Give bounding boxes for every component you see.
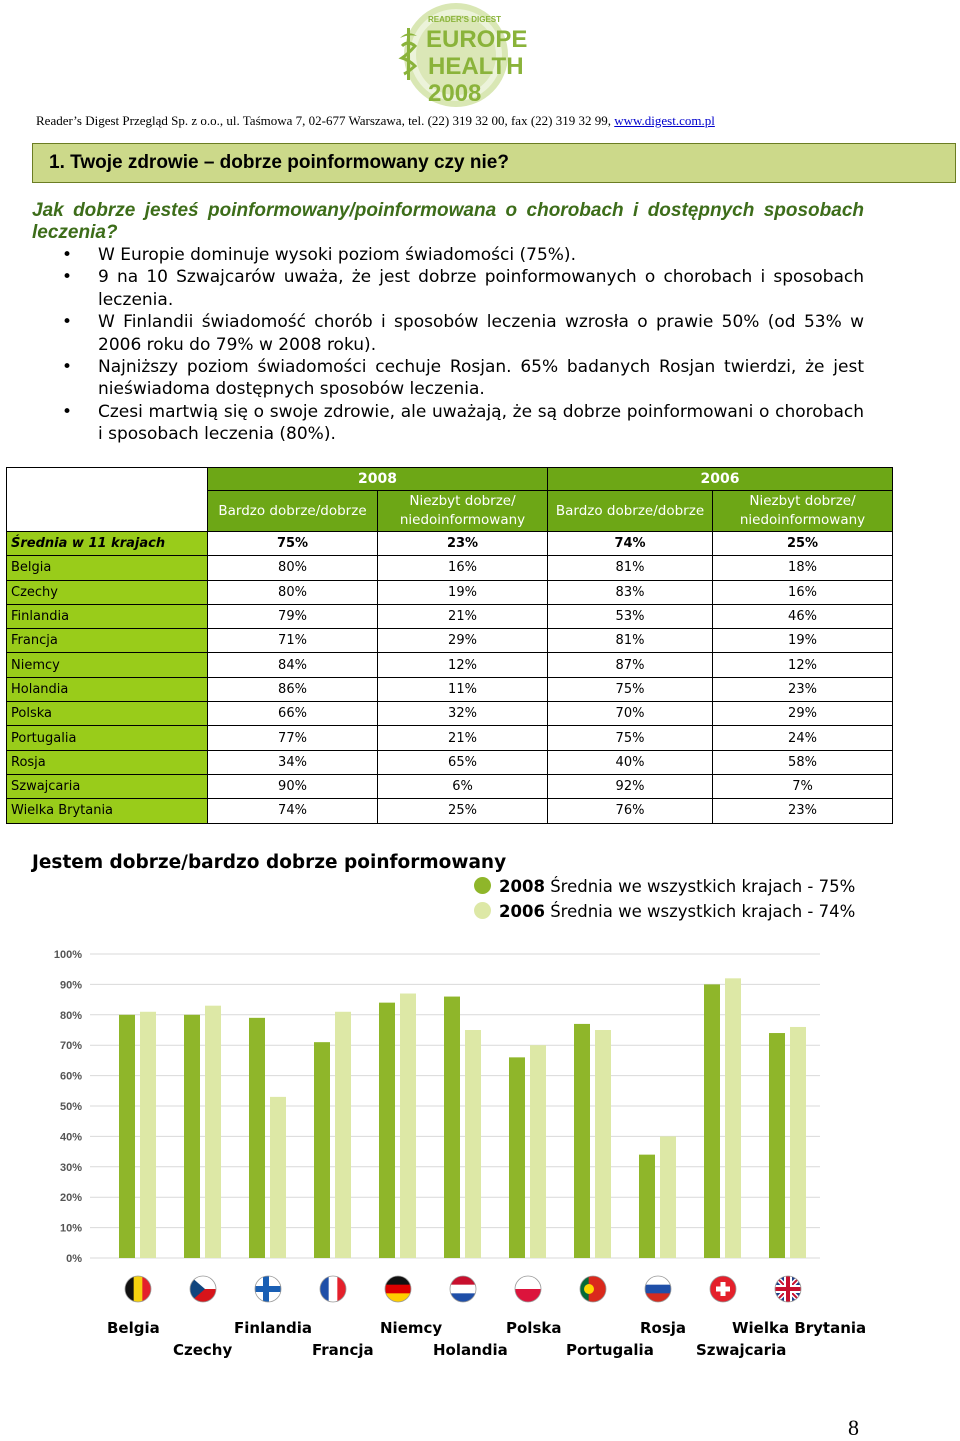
value-cell: 79% (208, 604, 378, 628)
chart-y-axis (54, 949, 82, 1265)
value-cell: 66% (208, 702, 378, 726)
value-cell: 23% (713, 799, 893, 823)
bar-2008-wielka-brytania (769, 1033, 785, 1258)
y-tick-label: 90% (59, 979, 82, 992)
chart-category-label: Portugalia (566, 1341, 654, 1359)
y-tick-label: 20% (59, 1192, 82, 1205)
bar-2006-portugalia (595, 1030, 611, 1258)
chart-category-label: Belgia (107, 1319, 160, 1337)
y-tick-label: 0% (66, 1253, 82, 1265)
legend-item-2006 (499, 902, 855, 921)
year-header-2008: 2008 (208, 468, 548, 491)
bar-2006-belgia (140, 1012, 156, 1258)
address-text: Reader’s Digest Przegląd Sp. z o.o., ul. Taśmowa 7, 02-677 Warszawa, tel. (22) 319 32 00, fax (22) 319 32 99, (36, 113, 615, 128)
value-cell: 34% (208, 750, 378, 774)
value-cell: 25% (713, 532, 893, 556)
value-cell: 21% (378, 726, 548, 750)
value-cell: 92% (548, 774, 713, 798)
logo-text-health: HEALTH (428, 53, 524, 80)
value-cell: 23% (713, 677, 893, 701)
y-tick-label: 30% (59, 1161, 82, 1174)
finding-item: • Najniższy poziom świadomości cechuje Rosjan. 65% badanych Rosjan twierdzi, że jest nieświadoma dostępnych sposobów leczenia. (32, 356, 864, 401)
finding-item: • 9 na 10 Szwajcarów uważa, że jest dobrze poinformowanych o chorobach i sposobach leczenia. (32, 266, 864, 311)
value-cell: 23% (378, 532, 548, 556)
bar-2008-holandia (444, 997, 460, 1258)
value-cell: 76% (548, 799, 713, 823)
value-cell: 77% (208, 726, 378, 750)
country-cell: Belgia (7, 556, 208, 580)
table-body (7, 532, 893, 824)
column-header: Niezbyt dobrze/ niedoinformowany (378, 491, 548, 532)
country-cell: Polska (7, 702, 208, 726)
legend-year: 2006 (499, 902, 545, 921)
chart-category-label: Polska (506, 1319, 562, 1337)
bar-2008-belgia (119, 1015, 135, 1258)
table-row (7, 580, 893, 604)
bar-2008-finlandia (249, 1018, 265, 1258)
value-cell: 16% (713, 580, 893, 604)
value-cell: 74% (208, 799, 378, 823)
bar-2008-szwajcaria (704, 984, 720, 1258)
value-cell: 29% (713, 702, 893, 726)
value-cell: 65% (378, 750, 548, 774)
logo-text-europe: EUROPE (426, 26, 528, 53)
europe-health-logo (378, 2, 534, 108)
finding-item: • Czesi martwią się o swoje zdrowie, ale uważają, że są dobrze poinformowani o chorobach i sposobach leczenia (80%). (32, 401, 864, 446)
logo-text-readers-digest: READER'S DIGEST (428, 15, 502, 24)
website-link[interactable]: www.digest.com.pl (614, 113, 715, 128)
chart-category-label: Wielka Brytania (732, 1319, 867, 1337)
value-cell: 74% (548, 532, 713, 556)
chart-category-label: Rosja (640, 1319, 687, 1337)
value-cell: 83% (548, 580, 713, 604)
value-cell: 29% (378, 629, 548, 653)
country-cell: Finlandia (7, 604, 208, 628)
y-tick-label: 70% (59, 1040, 82, 1053)
chart-flags (125, 1276, 801, 1303)
chart-category-label: Czechy (173, 1341, 233, 1359)
y-tick-label: 100% (53, 949, 82, 961)
bar-2006-holandia (465, 1030, 481, 1258)
value-cell: 87% (548, 653, 713, 677)
y-tick-label: 10% (59, 1222, 82, 1235)
country-cell: Czechy (7, 580, 208, 604)
value-cell: 40% (548, 750, 713, 774)
bar-2006-czechy (205, 1006, 221, 1258)
country-cell: Francja (7, 629, 208, 653)
value-cell: 81% (548, 556, 713, 580)
year-header-2006: 2006 (548, 468, 893, 491)
table-year-header-row (7, 468, 893, 491)
table-row (7, 604, 893, 628)
value-cell: 71% (208, 629, 378, 653)
legend-year: 2008 (499, 877, 545, 896)
table-row (7, 799, 893, 823)
awareness-bar-chart (30, 940, 830, 1320)
chart-category-label: Szwajcaria (696, 1341, 787, 1359)
value-cell: 25% (378, 799, 548, 823)
country-cell: Średnia w 11 krajach (7, 532, 208, 556)
value-cell: 46% (713, 604, 893, 628)
y-tick-label: 40% (59, 1131, 82, 1144)
bar-2008-niemcy (379, 1003, 395, 1258)
legend-item-2008 (499, 877, 855, 896)
results-table (6, 467, 893, 824)
logo-text-year: 2008 (428, 80, 482, 107)
table-row (7, 702, 893, 726)
table-corner-cell (7, 468, 208, 532)
table-row (7, 629, 893, 653)
chart-category-label: Holandia (433, 1341, 508, 1359)
section-title-bar (32, 143, 956, 183)
finding-item: • W Finlandii świadomość chorób i sposobów leczenia wzrosła o prawie 50% (od 53% w 2006 roku do 79% w 2008 roku). (32, 311, 864, 356)
value-cell: 6% (378, 774, 548, 798)
chart-category-label: Finlandia (234, 1319, 313, 1337)
value-cell: 12% (713, 653, 893, 677)
table-row (7, 774, 893, 798)
value-cell: 7% (713, 774, 893, 798)
bar-2006-szwajcaria (725, 978, 741, 1258)
bar-2008-czechy (184, 1015, 200, 1258)
legend-swatch-2006 (474, 902, 491, 919)
value-cell: 18% (713, 556, 893, 580)
survey-question: Jak dobrze jesteś poinformowany/poinformowana o chorobach i dostępnych sposobach leczenia? (32, 200, 864, 243)
value-cell: 19% (378, 580, 548, 604)
chart-heading: Jestem dobrze/bardzo dobrze poinformowany (32, 852, 507, 873)
value-cell: 84% (208, 653, 378, 677)
y-tick-label: 50% (59, 1101, 82, 1113)
value-cell: 81% (548, 629, 713, 653)
legend-text: Średnia we wszystkich krajach - 74% (550, 902, 856, 921)
publisher-address (36, 113, 715, 129)
bar-2006-niemcy (400, 994, 416, 1258)
value-cell: 58% (713, 750, 893, 774)
chart-category-label: Francja (312, 1341, 374, 1359)
value-cell: 32% (378, 702, 548, 726)
value-cell: 90% (208, 774, 378, 798)
section-title: 1. Twoje zdrowie – dobrze poinformowany czy nie? (49, 152, 509, 173)
value-cell: 86% (208, 677, 378, 701)
column-header: Niezbyt dobrze/ niedoinformowany (713, 491, 893, 532)
bar-2006-rosja (660, 1136, 676, 1258)
column-header: Bardzo dobrze/dobrze (548, 491, 713, 532)
value-cell: 24% (713, 726, 893, 750)
bar-2008-polska (509, 1057, 525, 1258)
bar-2006-wielka-brytania (790, 1027, 806, 1258)
bar-2006-finlandia (270, 1097, 286, 1258)
legend-text: Średnia we wszystkich krajach - 75% (550, 877, 856, 896)
bar-2008-francja (314, 1042, 330, 1258)
bar-2008-rosja (639, 1155, 655, 1258)
country-cell: Szwajcaria (7, 774, 208, 798)
value-cell: 12% (378, 653, 548, 677)
table-row (7, 726, 893, 750)
country-cell: Rosja (7, 750, 208, 774)
value-cell: 19% (713, 629, 893, 653)
value-cell: 53% (548, 604, 713, 628)
column-header: Bardzo dobrze/dobrze (208, 491, 378, 532)
y-tick-label: 60% (59, 1070, 82, 1083)
table-row (7, 556, 893, 580)
value-cell: 75% (548, 677, 713, 701)
country-cell: Wielka Brytania (7, 799, 208, 823)
value-cell: 75% (548, 726, 713, 750)
value-cell: 80% (208, 580, 378, 604)
country-cell: Portugalia (7, 726, 208, 750)
table-row (7, 653, 893, 677)
value-cell: 21% (378, 604, 548, 628)
table-average-row (7, 532, 893, 556)
country-cell: Holandia (7, 677, 208, 701)
value-cell: 80% (208, 556, 378, 580)
chart-category-label: Niemcy (380, 1319, 443, 1337)
value-cell: 70% (548, 702, 713, 726)
y-tick-label: 80% (59, 1009, 82, 1022)
bar-2006-francja (335, 1012, 351, 1258)
table-row (7, 750, 893, 774)
value-cell: 16% (378, 556, 548, 580)
table-row (7, 677, 893, 701)
page-number: 8 (848, 1415, 859, 1440)
legend-swatch-2008 (474, 877, 491, 894)
chart-bars (119, 978, 806, 1258)
bar-2006-polska (530, 1045, 546, 1258)
country-cell: Niemcy (7, 653, 208, 677)
finding-item: • W Europie dominuje wysoki poziom świadomości (75%). (32, 244, 864, 266)
value-cell: 75% (208, 532, 378, 556)
value-cell: 11% (378, 677, 548, 701)
bar-2008-portugalia (574, 1024, 590, 1258)
findings-list (32, 244, 864, 446)
